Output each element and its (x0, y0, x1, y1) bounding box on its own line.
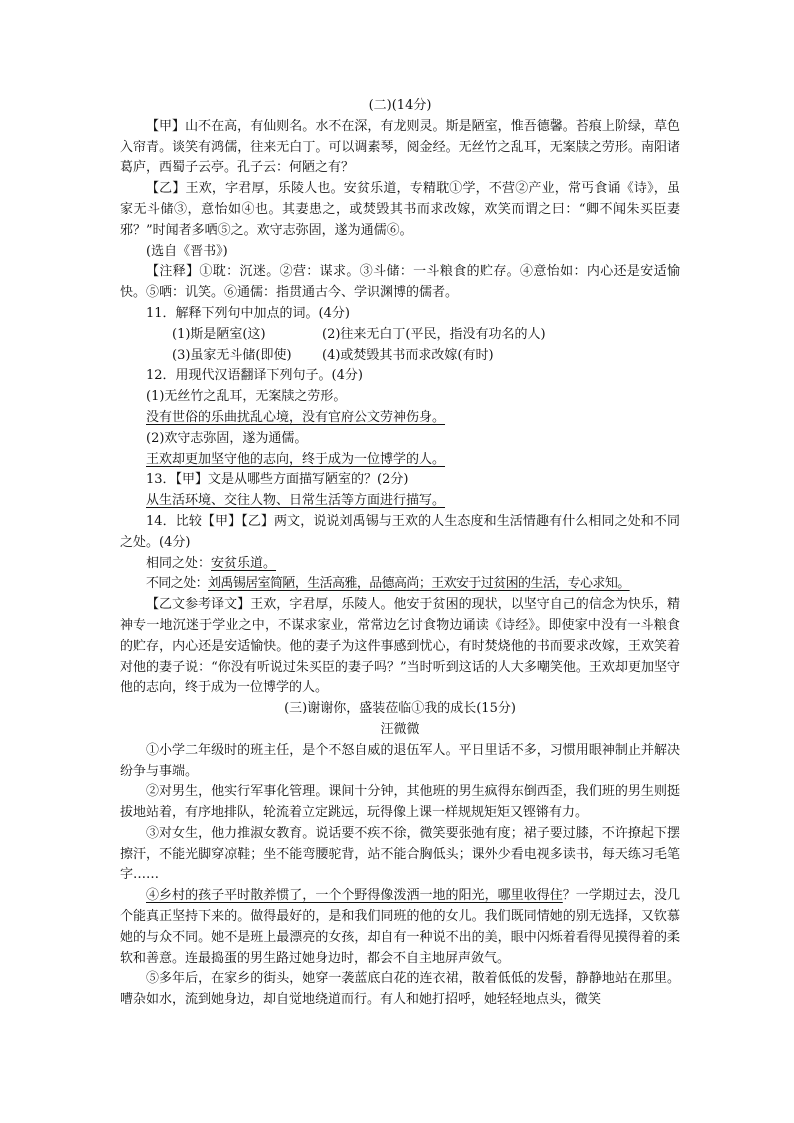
question-14-diff-label: 不同之处： (146, 576, 209, 592)
question-12-answer-2: 王欢却更加坚守他的志向，终于成为一位博学的人。 (146, 451, 446, 467)
article-paragraph-4-rest: ？一学期过去，没几个能真正坚持下来的。做得最好的，是和我们同班的他的女儿。我们既同情她的别无选择，又钦慕她的与众不同。她不是班上最漂亮的女孩，却自有一种说不出的美，眼中闪烁着看得见摸得着的柔软和善意。连最捣蛋的男生路过她身边时，都会不自主地屏声敛气。 (120, 888, 680, 966)
question-14-same-row (120, 554, 680, 575)
article-paragraph-4-underlined: ④乡村的孩子平时散养惯了，一个个野得像泼洒一地的阳光，哪里收得住 (146, 888, 563, 904)
document-content (120, 96, 680, 1011)
question-11-item-4: (4)或焚毁其书而求改嫁(有时) (322, 347, 494, 363)
article-author: 汪微微 (380, 721, 420, 737)
passage-yi: 【乙】王欢，字君厚，乐陵人也。安贫乐道，专精耽①学，不营②产业，常丐食诵《诗》，虽家无斗储③，意怡如④也。其妻患之，或焚毁其书而求改嫁，欢笑而谓之曰：“卿不闻朱买臣妻邪？”时闻者多哂⑤之。欢守志弥固，遂为通儒⑥。 (120, 181, 680, 238)
section-2-title: (二)(14分) (368, 98, 432, 113)
question-11-item-1: (1)斯是陋室(这) (172, 326, 266, 342)
source-note: (选自《晋书》) (146, 243, 228, 259)
question-12-answer-1: 没有世俗的乐曲扰乱心境，没有官府公文劳神伤身。 (146, 409, 446, 425)
article-paragraph-1: ①小学二年级时的班主任，是个不怒自威的退伍军人。平日里话不多，习惯用眼神制止并解决纷争与事端。 (120, 742, 680, 779)
annotations: 【注释】①耽：沉迷。②营：谋求。③斗储：一斗粮食的贮存。④意怡如：内心还是安适愉快。⑤哂：讥笑。⑥通儒：指贯通古今、学识渊博的儒者。 (120, 264, 680, 301)
article-paragraph-3: ③对女生，他力推淑女教育。说话要不疾不徐，微笑要张弛有度；裙子要过膝，不许撩起下摆擦汗，不能光脚穿凉鞋；坐不能弯腰驼背，站不能合胸低头；课外少看电视多读书，每天练习毛笔字…… (120, 825, 680, 883)
question-11-row-1 (120, 325, 680, 346)
question-14-same-answer: 安贫乐道。 (211, 555, 277, 571)
question-13-answer: 从生活环境、交往人物、日常生活等方面进行描写。 (146, 493, 446, 509)
reference-translation: 【乙文参考译文】王欢，字君厚，乐陵人。他安于贫困的现状，以坚守自己的信念为快乐，精神专一地沉迷于学业之中，不谋求家业，常常边乞讨食物边诵读《诗经》。即使家中没有一斗粮食的贮存，内心还是安适愉快。他的妻子为这件事感到忧心，有时焚烧他的书而要求改嫁，王欢笑着对他的妻子说：“你没有听说过朱买臣的妻子吗？”当时听到这话的人大多嘲笑他。王欢却更加坚守他的志向，终于成为一位博学的人。 (120, 597, 680, 696)
question-12-item-1: (1)无丝竹之乱耳，无案牍之劳形。 (146, 389, 347, 405)
question-11-row-2 (120, 346, 680, 367)
section-3-title: (三)谢谢你，盛装莅临①我的成长(15分) (284, 701, 516, 717)
question-14-diff-answer: 刘禹锡居室简陋，生活高雅，品德高尚；王欢安于过贫困的生活，专心求知。 (208, 576, 630, 592)
question-13: 13．【甲】文是从哪些方面描写陋室的？(2分) (146, 472, 409, 488)
question-11: 11．解释下列句中加点的词。(4分) (146, 305, 350, 321)
article-paragraph-5: ⑤多年后，在家乡的街头，她穿一袭蓝底白花的连衣裙，散着低低的发髻，静静地站在那里。嘈杂如水，流到她身边，却自觉地绕道而行。有人和她打招呼，她轻轻地点头，微笑 (120, 971, 680, 1008)
passage-jia: 【甲】山不在高，有仙则名。水不在深，有龙则灵。斯是陋室，惟吾德馨。苔痕上阶绿，草色入帘青。谈笑有鸿儒，往来无白丁。可以调素琴，阅金经。无丝竹之乱耳，无案牍之劳形。南阳诸葛庐，西蜀子云亭。孔子云：何陋之有？ (120, 118, 680, 176)
question-12: 12．用现代汉语翻译下列句子。(4分) (146, 368, 363, 384)
article-paragraph-2: ②对男生，他实行军事化管理。课间十分钟，其他班的男生疯得东倒西歪，我们班的男生则挺拔地站着，有序地排队，轮流着立定跳远，玩得像上课一样规规矩矩又铿锵有力。 (120, 784, 680, 821)
question-14: 14．比较【甲】【乙】两文，说说刘禹锡与王欢的人生态度和生活情趣有什么相同之处和不同之处。(4分) (120, 513, 680, 550)
question-12-item-2: (2)欢守志弥固，遂为通儒。 (146, 430, 308, 446)
question-11-item-3: (3)虽家无斗储(即使) (172, 347, 292, 363)
article-paragraph-4 (120, 886, 680, 969)
question-14-diff-row (120, 574, 680, 595)
question-14-same-label: 相同之处： (146, 555, 212, 571)
question-11-item-2: (2)往来无白丁(平民，指没有功名的人) (322, 326, 546, 342)
